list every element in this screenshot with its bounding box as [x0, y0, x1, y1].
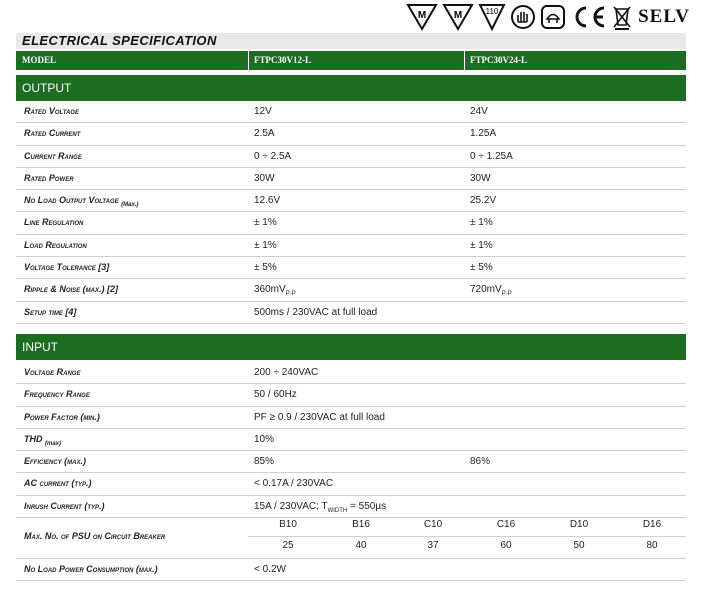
table-row	[16, 123, 686, 145]
value-model-1: < 0.2W	[254, 564, 286, 575]
row-label-text: THD	[24, 433, 43, 444]
row-label-text: No Load Output Voltage	[24, 195, 119, 206]
value-subscript: P-P	[285, 291, 296, 298]
value-text: 15A / 230VAC; T	[254, 500, 328, 512]
breaker-type: B10	[279, 519, 297, 530]
value-text: 360mV	[254, 284, 286, 296]
row-label-qualifier: (max)	[45, 440, 62, 447]
value-model-1: 2.5A	[254, 128, 275, 140]
section-output	[16, 75, 686, 101]
breaker-count: 25	[282, 540, 294, 551]
furniture-icon	[540, 4, 566, 30]
value-model-2: 30W	[470, 172, 491, 184]
value-model-1: PF ≥ 0.9 / 230VAC at full load	[254, 411, 385, 423]
page-title: ELECTRICAL SPECIFICATION	[22, 33, 217, 48]
value-model-2: 86%	[470, 456, 491, 468]
table-row	[16, 407, 686, 429]
row-label: Load Regulation	[24, 239, 87, 250]
value-model-2: ± 1%	[470, 239, 493, 251]
value-model-2: ± 5%	[470, 262, 493, 274]
value-model-1: 500ms / 230VAC at full load	[254, 306, 378, 318]
value-model-2: 0 ÷ 1.25A	[470, 150, 513, 162]
table-row	[16, 451, 686, 473]
weee-bin-icon	[612, 3, 632, 31]
row-label: Inrush Current (typ.)	[24, 500, 105, 511]
table-row	[16, 257, 686, 279]
value-model-1: 85%	[254, 456, 275, 468]
value-model-2: 24V	[470, 106, 488, 117]
row-label-qualifier: (Max.)	[121, 201, 139, 208]
breaker-divider	[248, 536, 686, 537]
value-text: 720mV	[470, 284, 502, 296]
value-model-1: ± 1%	[254, 239, 277, 251]
row-label: Rated Voltage	[24, 106, 79, 116]
breaker-type: C16	[496, 519, 516, 530]
table-row	[16, 384, 686, 406]
value-model-2: 25.2V	[470, 195, 497, 207]
value-model-1: 10%	[254, 433, 275, 445]
mm-triangle-icon	[442, 3, 474, 31]
table-row	[16, 279, 686, 301]
value-model-1: ± 1%	[254, 217, 277, 229]
row-label: Max. No. of PSU on Circuit Breaker	[24, 531, 166, 541]
table-row	[16, 429, 686, 451]
table-row	[16, 168, 686, 190]
breaker-type: C10	[423, 519, 443, 530]
section-input	[16, 334, 686, 360]
table-row	[16, 212, 686, 234]
row-label: Voltage Tolerance [3]	[24, 262, 110, 273]
row-label: Rated Power	[24, 172, 74, 183]
breaker-count: 50	[573, 540, 585, 551]
table-row	[16, 190, 686, 212]
ce-mark-icon	[570, 4, 608, 30]
row-label: Rated Current	[24, 128, 81, 139]
breaker-count: 40	[355, 540, 367, 551]
model-2: FTPC30V24-L	[470, 55, 527, 65]
value-text: = 550µs	[347, 500, 387, 512]
column-divider	[464, 51, 465, 70]
value-subscript: P-P	[501, 291, 512, 298]
breaker-type: D16	[642, 519, 662, 530]
value-model-1: 30W	[254, 172, 275, 184]
model-header-row	[16, 51, 686, 71]
table-row	[16, 559, 686, 581]
no-load-table	[16, 559, 686, 581]
value-model-1: 12V	[254, 106, 272, 117]
row-label: Voltage Range	[24, 367, 81, 377]
svg-text:M: M	[453, 10, 463, 21]
svg-text:M: M	[417, 10, 427, 21]
table-row	[16, 101, 686, 123]
input-table	[16, 362, 686, 518]
table-row	[16, 235, 686, 257]
output-table	[16, 101, 686, 324]
breaker-type: B16	[352, 519, 370, 530]
breaker-count: 37	[427, 540, 439, 551]
value-model-1: 50 / 60Hz	[254, 389, 297, 401]
temperature-label: 110	[485, 7, 499, 16]
mm-triangle-icon	[406, 3, 438, 31]
row-label: No Load Power Consumption (max.)	[24, 564, 158, 574]
temperature-110-icon	[478, 3, 506, 31]
section-input-label: INPUT	[22, 340, 58, 354]
breaker-count: 60	[500, 540, 512, 551]
spec-title-bar	[16, 33, 686, 49]
row-label: AC current (typ.)	[24, 478, 92, 489]
model-1: FTPC30V12-L	[254, 55, 311, 65]
row-label: Efficiency (max.)	[24, 456, 86, 467]
model-label: MODEL	[22, 55, 57, 65]
value-model-1: 12.6V	[254, 195, 281, 207]
row-label: Ripple & Noise (max.) [2]	[24, 284, 119, 295]
row-label: Frequency Range	[24, 389, 90, 400]
value-model-2: ± 1%	[470, 217, 493, 229]
certification-marks	[406, 0, 690, 34]
breaker-count: 80	[646, 540, 658, 551]
value-model-2: 1.25A	[470, 128, 497, 140]
row-label: Power Factor (min.)	[24, 411, 100, 422]
value-model-1: ± 5%	[254, 262, 277, 274]
value-model-1: 200 ÷ 240VAC	[254, 367, 319, 378]
hand-icon	[510, 4, 536, 30]
row-label: Setup time [4]	[24, 306, 77, 317]
row-label: Line Regulation	[24, 217, 84, 228]
section-output-label: OUTPUT	[22, 81, 72, 95]
value-model-1: < 0.17A / 230VAC	[254, 478, 334, 490]
table-row	[16, 473, 686, 495]
circuit-breaker-row	[16, 515, 686, 559]
value-subscript: WIDTH	[327, 507, 348, 514]
column-divider	[248, 51, 249, 70]
table-row	[16, 302, 686, 324]
breaker-type: D10	[569, 519, 589, 530]
table-row	[16, 146, 686, 168]
value-model-1: 0 ÷ 2.5A	[254, 150, 292, 162]
selv-label: SELV	[638, 6, 690, 27]
row-label: Current Range	[24, 150, 82, 161]
table-row	[16, 362, 686, 384]
